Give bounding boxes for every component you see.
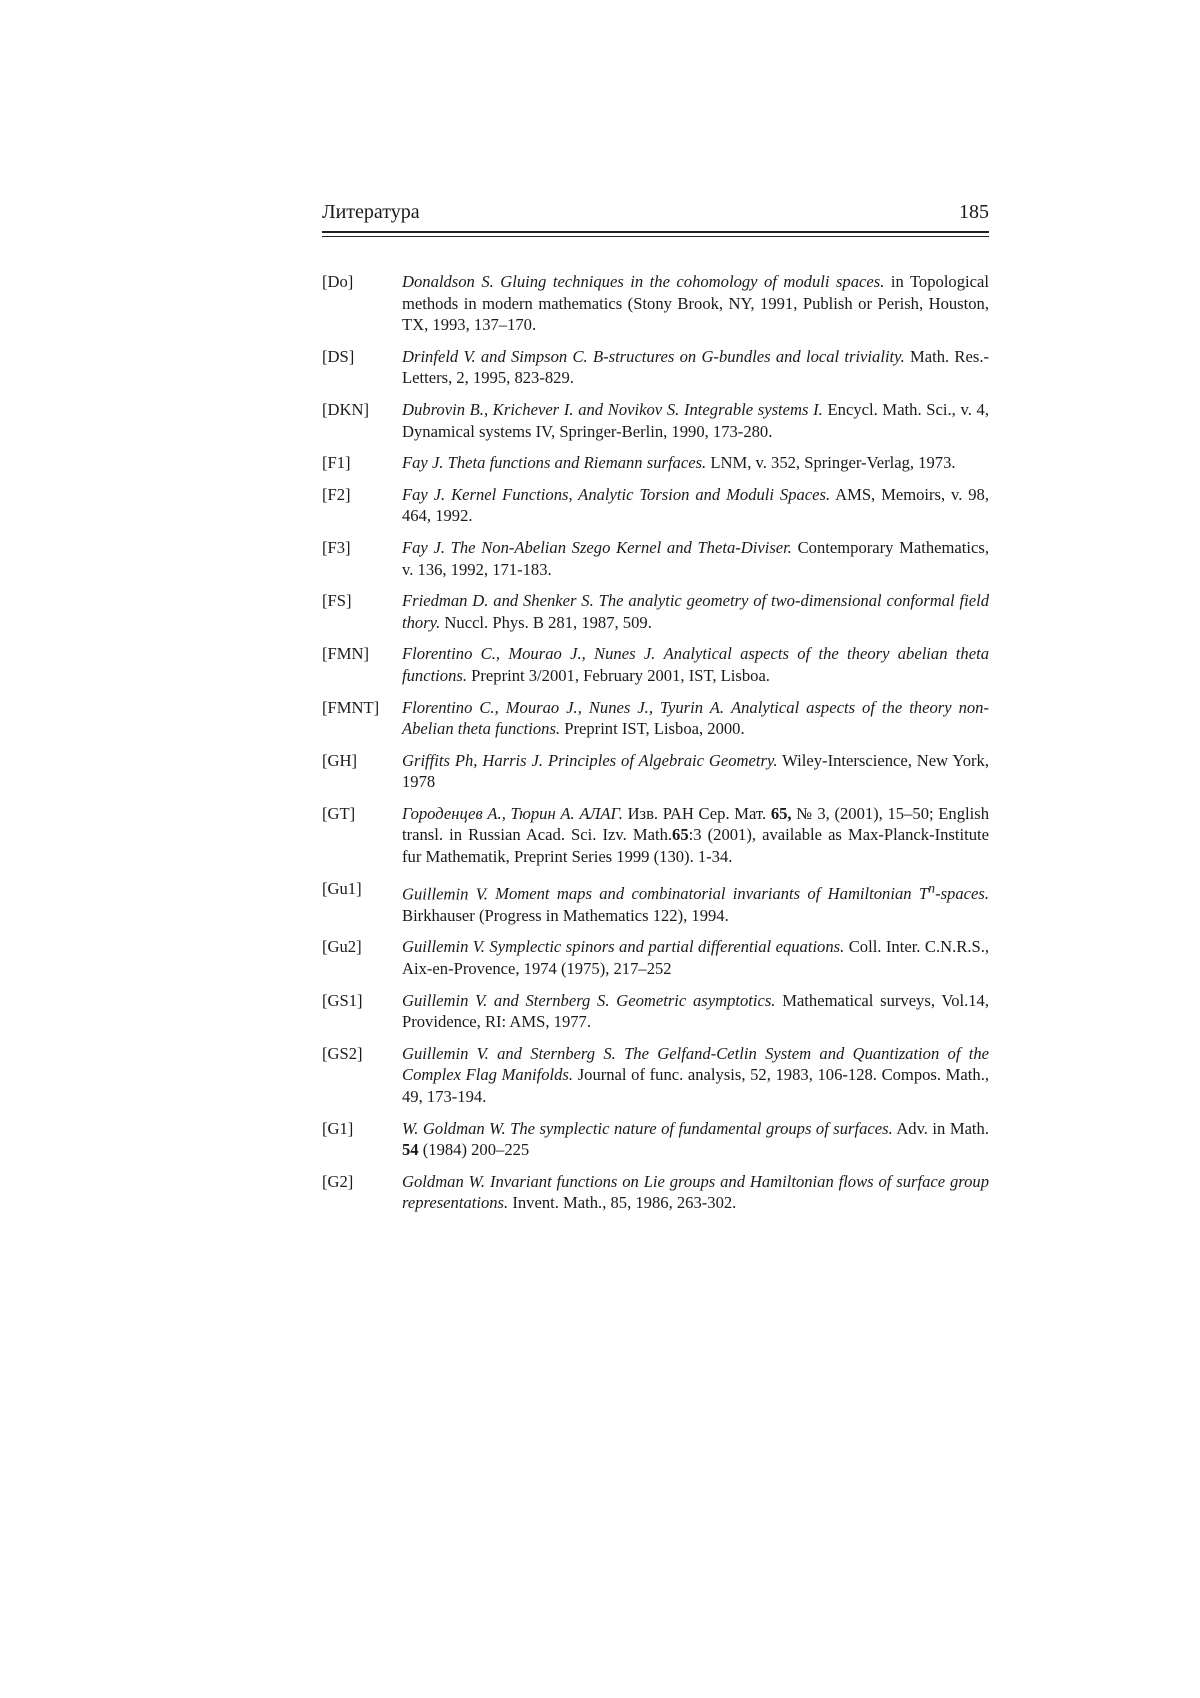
bib-details: Invent. Math., 85, 1986, 263-302. (512, 1193, 737, 1213)
bib-title (495, 880, 989, 904)
bib-details: AMS, Memoirs, v. 98, 464, 1992. (402, 484, 989, 526)
bib-title: Analytical aspects of the theory abelian theta functions. (402, 644, 989, 685)
bib-title-pre: Moment maps and combinatorial invariants of Hamiltonian (495, 884, 912, 904)
bib-author: Fay J. (402, 453, 444, 473)
bib-title: Invariant functions on Lie groups and Hamiltonian flows of surface group representations. (402, 1171, 989, 1213)
bib-details: Math. Res.-Letters, 2, 1995, 823-829. (402, 346, 989, 388)
page-number: 185 (959, 201, 989, 223)
bib-volume-translation: 65 (672, 825, 689, 845)
bib-author: Florentino C., Mourao J., Nunes J. (402, 644, 656, 664)
header-rule-thin (322, 236, 989, 237)
bib-key: [F2] (322, 484, 351, 504)
bib-title: Principles of Algebraic Geometry. (547, 750, 778, 770)
bib-key: [GS2] (322, 1043, 363, 1063)
bib-body (402, 936, 989, 979)
bib-volume: 54 (402, 1140, 419, 1160)
bib-details-post: (1984) 200–225 (422, 1140, 530, 1160)
bib-body (402, 1118, 989, 1161)
bib-details: Coll. Inter. C.N.R.S., Aix-en-Provence, 1974 (1975), 217–252 (402, 937, 989, 978)
bib-body (402, 346, 989, 389)
section-title: Литература (322, 201, 420, 223)
running-header (322, 200, 989, 228)
bib-body (402, 1043, 989, 1108)
bib-author: Goldman W. (402, 1171, 486, 1191)
bib-author: Городенцев А., Тюрин А. (402, 803, 575, 823)
header-rule-thick (322, 231, 989, 233)
bib-body (402, 697, 989, 740)
bib-body (402, 484, 989, 527)
bib-entry-fmnt (322, 697, 989, 740)
bib-details: Nuccl. Phys. B 281, 1987, 509. (444, 612, 652, 632)
bib-key: [Do] (322, 272, 354, 291)
bib-author: Drinfeld V. and Simpson C. (402, 346, 588, 366)
bib-details: Contemporary Mathematics, v. 136, 1992, 171-183. (402, 537, 989, 579)
bib-author: W. Goldman W. (402, 1118, 506, 1138)
bib-title: Symplectic spinors and partial differential equations. (489, 937, 845, 957)
bib-details-mid: № 3, (2001), 15–50; English transl. in Russian Acad. Sci. Izv. Math. (402, 803, 989, 845)
bib-entry-gh (322, 750, 989, 793)
bib-title: АЛАГ. (579, 803, 623, 823)
bib-body (402, 643, 989, 686)
bib-key: [F1] (322, 453, 351, 473)
bib-key: [GT] (322, 803, 356, 823)
bibliography-list (322, 271, 989, 1214)
bib-key: [DS] (322, 346, 355, 366)
bib-entry-gu2 (322, 936, 989, 979)
bib-entry-gs2 (322, 1043, 989, 1108)
bib-author: Guillemin V. and Sternberg S. (402, 1043, 616, 1063)
bib-entry-gt (322, 803, 989, 868)
bib-details: Preprint 3/2001, February 2001, IST, Lisboa. (471, 665, 770, 685)
bib-entry-gu1 (322, 878, 989, 927)
bib-title: Gluing techniques in the cohomology of moduli spaces. (500, 272, 885, 291)
bib-title: Kernel Functions, Analytic Torsion and Moduli Spaces. (451, 484, 831, 504)
bib-key: [F3] (322, 537, 351, 557)
bib-author: Fay J. (402, 537, 445, 557)
bib-key: [Gu1] (322, 878, 362, 898)
bib-entry-ds (322, 346, 989, 389)
bib-details: Wiley-Interscience, New York, 1978 (402, 750, 989, 792)
bib-key: [FMN] (322, 644, 370, 664)
bib-author: Dubrovin B., Krichever I. and Novikov S. (402, 399, 680, 419)
bib-body (402, 1171, 989, 1214)
bib-title: The Non-Abelian Szego Kernel and Theta-Diviser. (450, 537, 792, 557)
bib-title-post: -spaces. (935, 884, 989, 904)
bib-body (402, 271, 989, 336)
bib-author: Guillemin V. (402, 937, 485, 957)
bib-key: [GH] (322, 750, 358, 770)
bib-details: Journal of func. analysis, 52, 1983, 106-128. Compos. Math., 49, 173-194. (402, 1065, 989, 1106)
bib-body (402, 990, 989, 1033)
bib-author: Guillemin V. and Sternberg S. (402, 990, 610, 1010)
bib-key: [DKN] (322, 399, 370, 419)
bib-details: in Topological methods in modern mathematics (Stony Brook, NY, 1991, Publish or Perish, Houston, TX, 1993, 137–170. (402, 272, 989, 335)
bib-entry-dkn (322, 399, 989, 442)
bib-body (402, 750, 989, 793)
bib-details: Birkhauser (Progress in Mathematics 122), 1994. (402, 905, 729, 925)
bib-title: Geometric asymptotics. (616, 990, 776, 1010)
bib-key: [G1] (322, 1118, 354, 1138)
bib-entry-fs (322, 590, 989, 633)
bib-author: Friedman D. and Shenker S. (402, 591, 594, 611)
bib-entry-fmn (322, 643, 989, 686)
bib-title: The analytic geometry of two-dimensional conformal field thory. (402, 591, 990, 632)
bib-title-superscript: n (928, 880, 936, 896)
bib-entry-f1 (322, 452, 989, 474)
bib-details-post: :3 (2001), available as Max-Planck-Institute fur Mathematik, Preprint Series 1999 (130). 1-34. (402, 825, 989, 867)
bib-author: Donaldson S. (402, 272, 494, 291)
bib-author: Fay J. (402, 484, 446, 504)
bib-details: LNM, v. 352, Springer-Verlag, 1973. (710, 453, 956, 473)
bib-body (402, 452, 989, 474)
bib-key: [G2] (322, 1171, 354, 1191)
bib-details: Preprint IST, Lisboa, 2000. (564, 719, 745, 739)
bib-author: Guillemin V. (402, 884, 488, 904)
bib-details: Encycl. Math. Sci., v. 4, Dynamical systems IV, Springer-Berlin, 1990, 173-280. (402, 399, 989, 441)
bib-entry-g1 (322, 1118, 989, 1161)
bib-author: Griffits Ph, Harris J. (402, 750, 544, 770)
bib-body (402, 803, 989, 868)
bib-body (402, 537, 989, 580)
bib-volume: 65, (770, 803, 792, 823)
bib-entry-do (322, 271, 989, 336)
bib-details-pre: Изв. РАН Сер. Мат. (627, 803, 767, 823)
bib-body (402, 878, 989, 927)
bib-title: B-structures on G-bundles and local triviality. (592, 346, 905, 366)
bib-title: The symplectic nature of fundamental groups of surfaces. (510, 1118, 893, 1138)
bib-entry-f3 (322, 537, 989, 580)
bib-body (402, 590, 989, 633)
bib-entry-f2 (322, 484, 989, 527)
bib-key: [GS1] (322, 990, 363, 1010)
bib-details-pre: Adv. in Math. (896, 1118, 989, 1138)
bib-details: Mathematical surveys, Vol.14, Providence, RI: AMS, 1977. (402, 990, 990, 1032)
bib-author: Florentino C., Mourao J., Nunes J., Tyurin A. (402, 697, 724, 717)
bib-title-math-t: T (918, 884, 929, 904)
bib-title: Integrable systems I. (683, 399, 823, 419)
document-page (322, 200, 989, 1224)
bib-title: Analytical aspects of the theory non-Abelian theta functions. (402, 697, 989, 739)
bib-key: [Gu2] (322, 937, 362, 957)
bib-entry-gs1 (322, 990, 989, 1033)
bib-title: The Gelfand-Cetlin System and Quantization of the Complex Flag Manifolds. (402, 1043, 989, 1085)
bib-key: [FMNT] (322, 697, 380, 717)
bib-entry-g2 (322, 1171, 989, 1214)
bib-body (402, 399, 989, 442)
bib-title: Theta functions and Riemann surfaces. (447, 453, 707, 473)
bib-key: [FS] (322, 591, 352, 611)
